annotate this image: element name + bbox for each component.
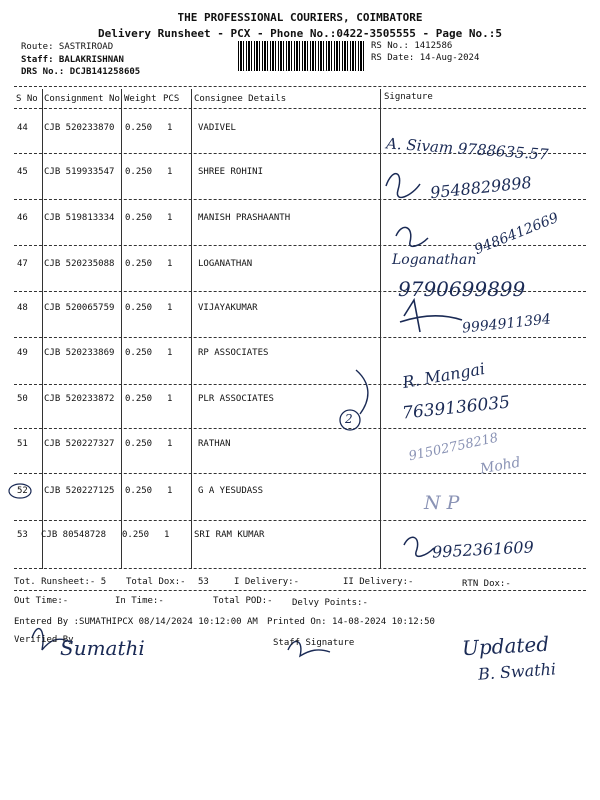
rs-date: RS Date: 14-Aug-2024 — [371, 53, 480, 63]
row-consignee: RP ASSOCIATES — [198, 348, 269, 358]
total-dox-label: Total Dox:- — [126, 577, 186, 587]
barcode — [238, 41, 364, 71]
row-consignment: CJB 520233870 — [44, 123, 115, 133]
row-consignment: CJB 520227327 — [44, 439, 115, 449]
divider — [14, 568, 586, 569]
row-consignment: CJB 519813334 — [44, 213, 115, 223]
row-consignment: CJB 520235088 — [44, 259, 115, 269]
staff-label: Staff: BALAKRISHNAN — [21, 55, 124, 65]
row-weight: 0.250 — [125, 213, 153, 223]
row-consignment: CJB 80548728 — [41, 530, 107, 540]
row-weight: 0.250 — [122, 530, 150, 540]
handwritten-phone: 9952361609 — [431, 537, 535, 562]
delvy-points: Delvy Points:- — [292, 598, 368, 608]
column-line — [121, 89, 122, 569]
row-sno: 52 — [17, 486, 28, 496]
row-pcs: 1 — [167, 123, 173, 133]
divider — [14, 428, 586, 429]
in-time: In Time:- — [115, 596, 164, 606]
row-consignment: CJB 520227125 — [44, 486, 115, 496]
row-sno: 50 — [17, 394, 28, 404]
rs-number: RS No.: 1412586 — [371, 41, 453, 51]
verified-signature: Sumathi — [60, 636, 145, 660]
row-pcs: 1 — [167, 348, 173, 358]
row-consignee: MANISH PRASHAANTH — [198, 213, 291, 223]
handwritten-phone: 7639136035 — [401, 392, 511, 424]
col-header-consignment: Consignment No — [44, 94, 120, 104]
row-consignee: VIJAYAKUMAR — [198, 303, 258, 313]
row-pcs: 1 — [167, 394, 173, 404]
row-weight: 0.250 — [125, 259, 153, 269]
row-sno: 51 — [17, 439, 28, 449]
drs-label: DRS No.: DCJB141258605 — [21, 67, 141, 77]
row-consignee: SRI RAM KUMAR — [194, 530, 265, 540]
row-sno: 45 — [17, 167, 28, 177]
row-weight: 0.250 — [125, 348, 153, 358]
row-consignment: CJB 519933547 — [44, 167, 115, 177]
entered-by: Entered By :SUMATHIPCX 08/14/2024 10:12:00 AM — [14, 617, 258, 627]
row-consignee: PLR ASSOCIATES — [198, 394, 274, 404]
row-sno: 46 — [17, 213, 28, 223]
row-weight: 0.250 — [125, 167, 153, 177]
col-header-weight: Weight — [124, 94, 157, 104]
company-name: THE PROFESSIONAL COURIERS, COIMBATORE — [177, 11, 423, 24]
row-pcs: 1 — [167, 439, 173, 449]
row-weight: 0.250 — [125, 123, 153, 133]
handwritten-name: R. Mangai — [400, 358, 487, 393]
column-line — [191, 89, 192, 569]
total-pod: Total POD:- — [213, 596, 273, 606]
updated-name: B. Swathi — [477, 659, 557, 684]
row-weight: 0.250 — [125, 303, 153, 313]
handwritten-signature: A. Sivam 9788635.57 — [385, 134, 549, 164]
total-dox-value: 53 — [198, 577, 209, 587]
column-line — [380, 89, 381, 569]
updated-note: Updated — [461, 631, 550, 661]
rtn-dox: RTN Dox:- — [462, 579, 511, 589]
divider — [14, 86, 586, 87]
runsheet-subtitle: Delivery Runsheet - PCX - Phone No.:0422-3505555 - Page No.:5 — [98, 27, 502, 40]
col-header-consignee: Consignee Details — [194, 94, 287, 104]
row-consignee: LOGANATHAN — [198, 259, 253, 269]
row-pcs: 1 — [164, 530, 170, 540]
handwritten-name: Mohd — [478, 454, 522, 478]
handwritten-phone: 9486412669 — [472, 209, 561, 259]
col-header-sno: S No — [16, 94, 38, 104]
row-consignee: SHREE ROHINI — [198, 167, 264, 177]
ii-delivery: II Delivery:- — [343, 577, 414, 587]
row-pcs: 1 — [167, 213, 173, 223]
row-weight: 0.250 — [125, 486, 153, 496]
staff-signature: Staff Signature — [273, 638, 355, 648]
handwritten-mark: N P — [424, 492, 460, 514]
row-consignment: CJB 520233872 — [44, 394, 115, 404]
row-consignment: CJB 520233869 — [44, 348, 115, 358]
divider — [14, 590, 586, 591]
total-runsheet: Tot. Runsheet:- 5 — [14, 577, 107, 587]
row-sno: 49 — [17, 348, 28, 358]
handwritten-name: Loganathan — [392, 252, 477, 268]
row-weight: 0.250 — [125, 394, 153, 404]
row-pcs: 1 — [167, 486, 173, 496]
verified-by: Verified By — [14, 635, 74, 645]
row-consignment: CJB 520065759 — [44, 303, 115, 313]
row-pcs: 1 — [167, 259, 173, 269]
out-time: Out Time:- — [14, 596, 69, 606]
handwritten-phone: 9548829898 — [429, 172, 533, 203]
divider — [14, 337, 586, 338]
row-consignee: VADIVEL — [198, 123, 236, 133]
row-weight: 0.250 — [125, 439, 153, 449]
row-sno: 48 — [17, 303, 28, 313]
printed-on: Printed On: 14-08-2024 10:12:50 — [267, 617, 435, 627]
row-sno: 47 — [17, 259, 28, 269]
row-sno: 53 — [17, 530, 28, 540]
handwritten-phone: 91502758218 — [407, 430, 500, 465]
row-pcs: 1 — [167, 167, 173, 177]
column-line — [42, 89, 43, 569]
divider — [14, 108, 586, 109]
divider — [14, 199, 586, 200]
i-delivery: I Delivery:- — [234, 577, 300, 587]
divider — [14, 520, 586, 521]
handwritten-phone: 9994911394 — [461, 311, 552, 337]
row-consignee: RATHAN — [198, 439, 231, 449]
route-label: Route: SASTRIROAD — [21, 42, 114, 52]
row-sno: 44 — [17, 123, 28, 133]
handwritten-phone: 9790699899 — [398, 277, 526, 301]
circled-number: 2 — [345, 412, 353, 426]
row-consignee: G A YESUDASS — [198, 486, 264, 496]
divider — [14, 384, 586, 385]
row-pcs: 1 — [167, 303, 173, 313]
col-header-pcs: PCS — [163, 94, 180, 104]
col-header-signature: Signature — [384, 92, 433, 102]
